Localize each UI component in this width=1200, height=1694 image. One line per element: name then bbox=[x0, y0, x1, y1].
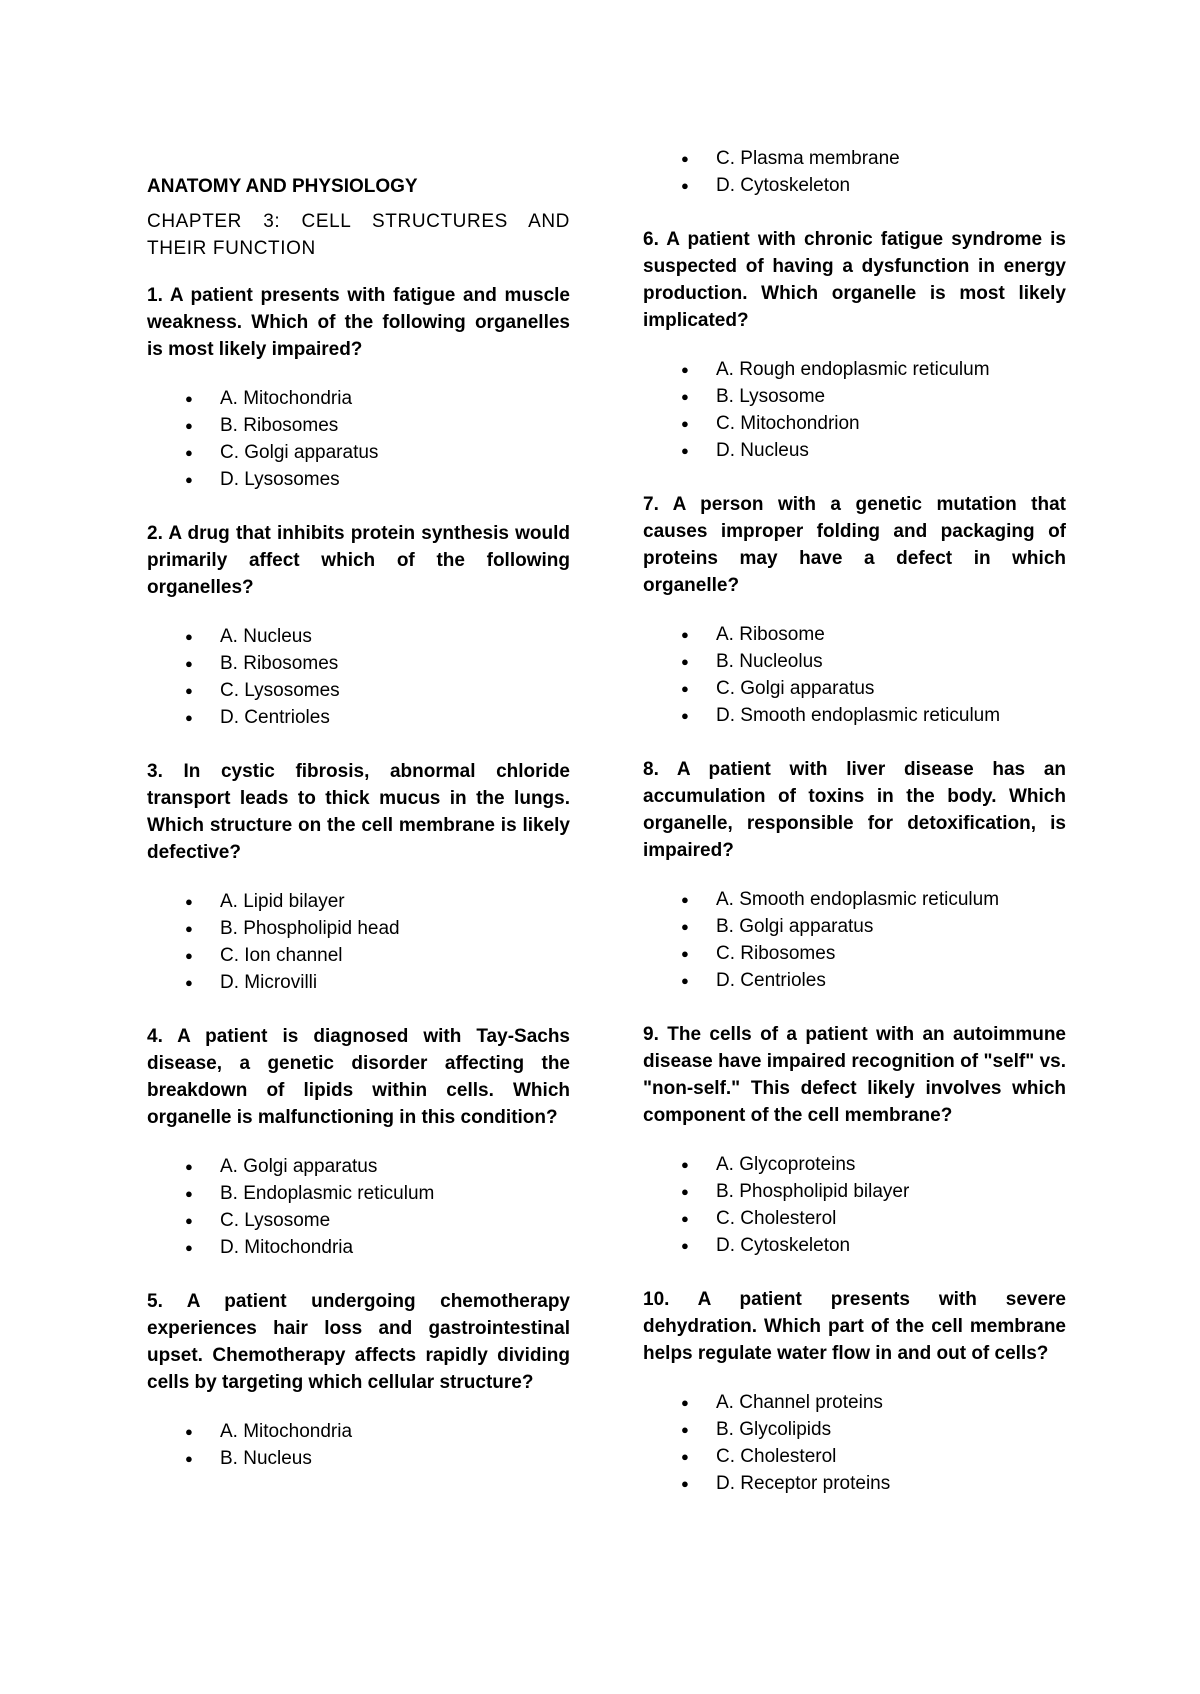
option-item bbox=[643, 1205, 1066, 1232]
option-label: B. Nucleus bbox=[220, 1448, 312, 1469]
option-item bbox=[643, 1151, 1066, 1178]
option-label: A. Mitochondria bbox=[220, 1421, 353, 1442]
option-label: C. Lysosomes bbox=[220, 680, 340, 701]
option-label: B. Phospholipid head bbox=[220, 918, 400, 939]
option-label: C. Cholesterol bbox=[716, 1446, 837, 1467]
option-item bbox=[147, 385, 570, 412]
question-8-text: 8. A patient with liver disease has an accumulation of toxins in the body. Which organelle, responsible for detoxification, is impaired? bbox=[643, 759, 1066, 861]
bullet-icon: ● bbox=[185, 391, 193, 406]
bullet-icon: ● bbox=[681, 443, 689, 458]
option-item bbox=[643, 1178, 1066, 1205]
question-9-options bbox=[643, 1151, 1066, 1259]
bullet-icon: ● bbox=[185, 710, 193, 725]
chapter-heading: CHAPTER 3: CELL STRUCTURES AND THEIR FUNCTION bbox=[147, 211, 570, 259]
option-label: A. Golgi apparatus bbox=[220, 1156, 378, 1177]
option-item bbox=[643, 1443, 1066, 1470]
option-item bbox=[147, 942, 570, 969]
option-item bbox=[643, 1232, 1066, 1259]
option-label: A. Smooth endoplasmic reticulum bbox=[716, 889, 1000, 910]
option-label: B. Ribosomes bbox=[220, 415, 339, 436]
bullet-icon: ● bbox=[681, 946, 689, 961]
bullet-icon: ● bbox=[185, 1424, 193, 1439]
option-item bbox=[643, 1470, 1066, 1497]
option-item bbox=[147, 704, 570, 731]
bullet-icon: ● bbox=[185, 683, 193, 698]
bullet-icon: ● bbox=[681, 416, 689, 431]
question-10-options bbox=[643, 1389, 1066, 1497]
question-4-options bbox=[147, 1153, 570, 1261]
option-item bbox=[643, 1389, 1066, 1416]
option-label: B. Golgi apparatus bbox=[716, 916, 874, 937]
question-2-text: 2. A drug that inhibits protein synthesis would primarily affect which of the following organelles? bbox=[147, 523, 570, 598]
option-label: D. Nucleus bbox=[716, 440, 809, 461]
bullet-icon: ● bbox=[681, 362, 689, 377]
bullet-icon: ● bbox=[681, 1395, 689, 1410]
question-6-text: 6. A patient with chronic fatigue syndrome is suspected of having a dysfunction in energy production. Which organelle is most likely implicated? bbox=[643, 229, 1066, 331]
question-5-options-part2 bbox=[643, 145, 1066, 199]
option-label: A. Rough endoplasmic reticulum bbox=[716, 359, 990, 380]
question-5-text: 5. A patient undergoing chemotherapy experiences hair loss and gastrointestinal upset. Chemotherapy affects rapidly dividing cells by targeting which cellular structure? bbox=[147, 1291, 570, 1393]
option-item bbox=[147, 623, 570, 650]
bullet-icon: ● bbox=[681, 1157, 689, 1172]
option-label: B. Nucleolus bbox=[716, 651, 823, 672]
question-1-options bbox=[147, 385, 570, 493]
option-label: C. Ion channel bbox=[220, 945, 343, 966]
option-label: A. Lipid bilayer bbox=[220, 891, 345, 912]
bullet-icon: ● bbox=[681, 1422, 689, 1437]
bullet-icon: ● bbox=[681, 627, 689, 642]
bullet-icon: ● bbox=[185, 948, 193, 963]
option-item bbox=[147, 650, 570, 677]
option-item bbox=[643, 648, 1066, 675]
option-label: D. Microvilli bbox=[220, 972, 318, 993]
bullet-icon: ● bbox=[681, 1449, 689, 1464]
option-label: D. Mitochondria bbox=[220, 1237, 354, 1258]
option-label: A. Glycoproteins bbox=[716, 1154, 856, 1175]
bullet-icon: ● bbox=[681, 178, 689, 193]
option-label: D. Receptor proteins bbox=[716, 1473, 891, 1494]
question-6-options bbox=[643, 356, 1066, 464]
question-10-text: 10. A patient presents with severe dehydration. Which part of the cell membrane helps regulate water flow in and out of cells? bbox=[643, 1289, 1066, 1364]
option-item bbox=[643, 621, 1066, 648]
bullet-icon: ● bbox=[185, 894, 193, 909]
question-3-options bbox=[147, 888, 570, 996]
bullet-icon: ● bbox=[681, 1184, 689, 1199]
option-item bbox=[643, 913, 1066, 940]
option-item bbox=[147, 1207, 570, 1234]
option-item bbox=[643, 940, 1066, 967]
question-2-options bbox=[147, 623, 570, 731]
bullet-icon: ● bbox=[185, 445, 193, 460]
option-label: C. Lysosome bbox=[220, 1210, 331, 1231]
option-item bbox=[643, 1416, 1066, 1443]
left-column bbox=[147, 173, 570, 1499]
option-item bbox=[147, 466, 570, 493]
option-label: B. Lysosome bbox=[716, 386, 826, 407]
option-item bbox=[147, 888, 570, 915]
option-item bbox=[643, 437, 1066, 464]
option-label: A. Ribosome bbox=[716, 624, 825, 645]
bullet-icon: ● bbox=[681, 151, 689, 166]
bullet-icon: ● bbox=[681, 681, 689, 696]
option-item bbox=[147, 677, 570, 704]
question-7-options bbox=[643, 621, 1066, 729]
option-label: D. Centrioles bbox=[220, 707, 330, 728]
option-item bbox=[643, 967, 1066, 994]
document-title: ANATOMY AND PHYSIOLOGY bbox=[147, 176, 418, 197]
bullet-icon: ● bbox=[681, 1211, 689, 1226]
option-item bbox=[147, 1445, 570, 1472]
option-item bbox=[643, 675, 1066, 702]
option-label: B. Glycolipids bbox=[716, 1419, 832, 1440]
option-label: C. Golgi apparatus bbox=[220, 442, 379, 463]
bullet-icon: ● bbox=[681, 973, 689, 988]
bullet-icon: ● bbox=[185, 629, 193, 644]
option-label: C. Cholesterol bbox=[716, 1208, 837, 1229]
option-item bbox=[147, 439, 570, 466]
bullet-icon: ● bbox=[185, 1186, 193, 1201]
option-label: C. Golgi apparatus bbox=[716, 678, 875, 699]
bullet-icon: ● bbox=[681, 708, 689, 723]
option-label: B. Endoplasmic reticulum bbox=[220, 1183, 435, 1204]
bullet-icon: ● bbox=[185, 975, 193, 990]
option-label: D. Lysosomes bbox=[220, 469, 340, 490]
option-item bbox=[643, 356, 1066, 383]
option-item bbox=[147, 1180, 570, 1207]
option-item bbox=[643, 172, 1066, 199]
question-1-text: 1. A patient presents with fatigue and muscle weakness. Which of the following organelles is most likely impaired? bbox=[147, 285, 570, 360]
option-label: B. Ribosomes bbox=[220, 653, 339, 674]
bullet-icon: ● bbox=[185, 1213, 193, 1228]
option-label: A. Channel proteins bbox=[716, 1392, 883, 1413]
right-column bbox=[643, 145, 1066, 1524]
bullet-icon: ● bbox=[185, 1240, 193, 1255]
option-item bbox=[643, 383, 1066, 410]
option-item bbox=[643, 145, 1066, 172]
question-7-text: 7. A person with a genetic mutation that causes improper folding and packaging of proteins may have a defect in which organelle? bbox=[643, 494, 1066, 596]
option-item bbox=[147, 1153, 570, 1180]
option-label: C. Ribosomes bbox=[716, 943, 836, 964]
option-label: D. Cytoskeleton bbox=[716, 1235, 851, 1256]
option-item bbox=[147, 1418, 570, 1445]
option-label: A. Mitochondria bbox=[220, 388, 353, 409]
bullet-icon: ● bbox=[185, 1159, 193, 1174]
option-item bbox=[147, 915, 570, 942]
option-item bbox=[643, 410, 1066, 437]
question-9-text: 9. The cells of a patient with an autoimmune disease have impaired recognition of "self" vs. "non-self." This defect likely involves which component of the cell membrane? bbox=[643, 1024, 1066, 1126]
option-label: D. Cytoskeleton bbox=[716, 175, 851, 196]
option-label: D. Smooth endoplasmic reticulum bbox=[716, 705, 1001, 726]
option-label: B. Phospholipid bilayer bbox=[716, 1181, 910, 1202]
option-label: D. Centrioles bbox=[716, 970, 826, 991]
bullet-icon: ● bbox=[185, 1451, 193, 1466]
option-label: C. Mitochondrion bbox=[716, 413, 860, 434]
option-item bbox=[147, 969, 570, 996]
bullet-icon: ● bbox=[681, 892, 689, 907]
option-label: C. Plasma membrane bbox=[716, 148, 900, 169]
bullet-icon: ● bbox=[185, 656, 193, 671]
option-item bbox=[147, 412, 570, 439]
question-3-text: 3. In cystic fibrosis, abnormal chloride transport leads to thick mucus in the lungs. Which structure on the cell membrane is likely defective? bbox=[147, 761, 570, 863]
bullet-icon: ● bbox=[185, 472, 193, 487]
option-item bbox=[643, 702, 1066, 729]
bullet-icon: ● bbox=[681, 654, 689, 669]
question-4-text: 4. A patient is diagnosed with Tay-Sachs disease, a genetic disorder affecting the breakdown of lipids within cells. Which organelle is malfunctioning in this condition? bbox=[147, 1026, 570, 1128]
question-8-options bbox=[643, 886, 1066, 994]
question-5-options-part1 bbox=[147, 1418, 570, 1472]
option-label: A. Nucleus bbox=[220, 626, 312, 647]
bullet-icon: ● bbox=[681, 389, 689, 404]
bullet-icon: ● bbox=[681, 1238, 689, 1253]
bullet-icon: ● bbox=[681, 1476, 689, 1491]
bullet-icon: ● bbox=[681, 919, 689, 934]
option-item bbox=[147, 1234, 570, 1261]
bullet-icon: ● bbox=[185, 921, 193, 936]
option-item bbox=[643, 886, 1066, 913]
bullet-icon: ● bbox=[185, 418, 193, 433]
